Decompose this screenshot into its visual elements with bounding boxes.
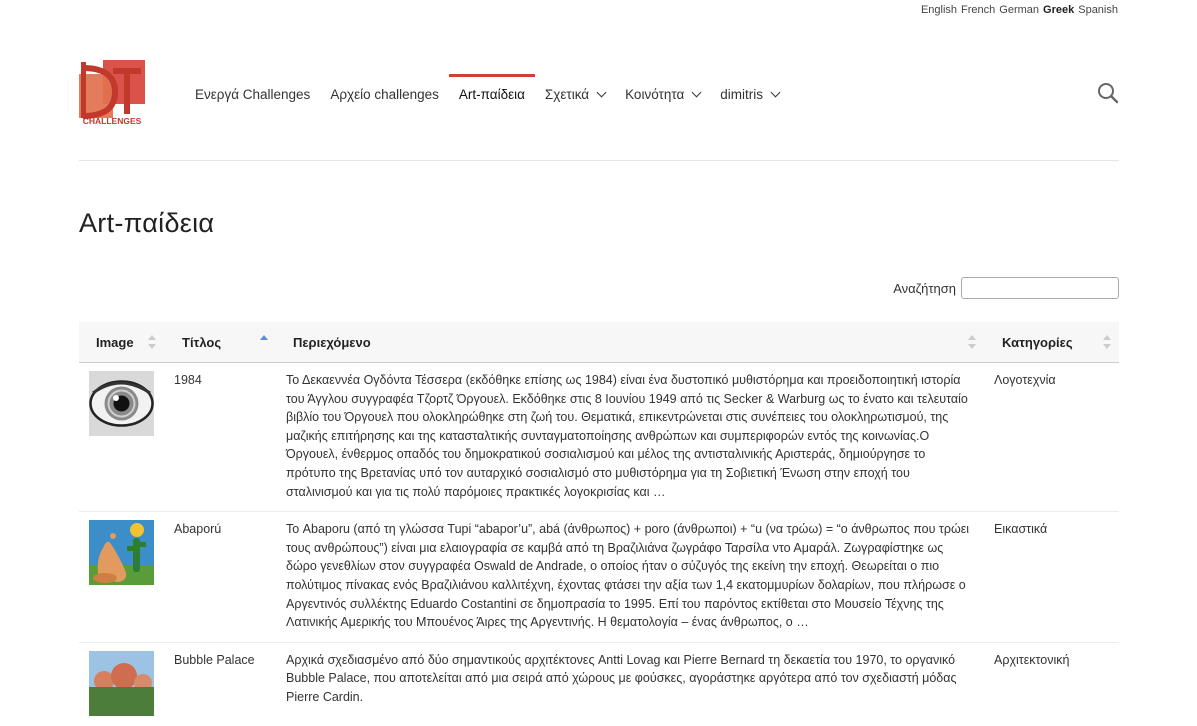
header-label: Image (96, 334, 134, 350)
site-header (79, 40, 1119, 161)
chevron-down-icon (771, 88, 781, 98)
table-search (893, 277, 1119, 299)
search-input[interactable] (961, 277, 1119, 299)
category-cell (984, 512, 1119, 643)
chevron-down-icon (692, 88, 702, 98)
header-label: Τίτλος (182, 334, 222, 350)
art-table (79, 322, 1119, 726)
main-nav (185, 74, 789, 114)
category-cell (984, 363, 1119, 512)
nav-challenges-archive[interactable] (320, 74, 449, 114)
nav-label: Art-παίδεια (458, 87, 525, 102)
nav-community[interactable] (615, 74, 710, 114)
item-content: Το Δεκαεννέα Ογδόντα Τέσσερα (εκδόθηκε επίσης ως 1984) είναι ένα δυστοπικό μυθιστόρημα και προειδοποιητική ιστορία του Άγγλου συγγραφέα Τζορτζ Όργουελ. Εκδόθηκε στις 8 Ιουνίου 1949 από τις Secker & Warburg ως το ένατο και τελευταίο βιβλίο του Όργουελ που ολοκληρώθηκε στη ζωή του. Θεματικά, επικεντρώνεται στις συνέπειες του ολοκληρωτισμού, της μαζικής επιτήρησης και της κατασταλτικής συνταγματοποίησης ανθρώπων και συμπεριφορών εντός της κοινωνίας.Ο Όργουελ, ένθερμος οπαδός του δημοκρατικού σοσιαλισμού και μέλος της αντισταλινικής Αριστεράς, δημιούργησε το πρότυπο της Βρετανίας υπό τον αυταρχικό σοσιαλισμό στο μυθιστόρημα για τη Σοβιετική Ένωση στην εποχή του σταλινισμού και για τις πολύ παρόμοιες πρακτικές λογοκρισίας και … (286, 373, 968, 499)
language-spanish[interactable]: Spanish (1078, 4, 1118, 16)
column-header-image[interactable] (79, 322, 164, 363)
item-title[interactable]: Bubble Palace (174, 652, 255, 667)
content-cell (276, 363, 984, 512)
nav-user-menu[interactable] (710, 74, 789, 114)
page-title: Art-παίδεια (79, 208, 215, 238)
language-english[interactable]: English (920, 4, 958, 16)
table-row (79, 512, 1119, 643)
item-content: Το Abaporu (από τη γλώσσα Tupi “abapor’u”, abá (άνθρωπος) + poro (άνθρωποι) + “u (να τρώω) = “ο άνθρωπος που τρώει τους ανθρώπους”) είναι μια ελαιογραφία σε καμβά από τη Βραζιλιάνα ζωγράφο Ταρσίλα ντο Αμαράλ. Ζωγραφίστηκε ως δώρο γενεθλίων στον συγγραφέα Oswald de Andrade, ο οποίος ήταν ο σύζυγός της εκείνη την εποχή. Θεωρείται ο πιο πολύτιμος πίνακας ενός Βραζιλιάνου καλλιτέχνη, έχοντας φτάσει την αξία των 1,4 εκατομμυρίων δολαρίων, που πλήρωσε ο Αργεντινός συλλέκτης Eduardo Costantini σε δημοπρασία το 1995. Επί του παρόντος εκτίθεται στο Μουσείο Τέχνης της Λατινικής Αμερικής του Μπουένος Άιρες της Αργεντινής. Η θεματολογία – ένας άνθρωπος, ο … (286, 522, 970, 630)
title-cell (164, 512, 276, 643)
thumbnail-1984-eye[interactable] (89, 371, 154, 436)
language-greek[interactable]: Greek (1043, 4, 1075, 16)
sort-icon (968, 335, 976, 349)
thumbnail-abaporu-painting[interactable] (89, 520, 154, 585)
language-german[interactable]: German (999, 4, 1040, 16)
item-title[interactable]: Abaporú (174, 522, 222, 537)
nav-label: Ενεργά Challenges (195, 87, 311, 102)
thumbnail-bubble-palace[interactable] (89, 651, 154, 716)
item-content: Αρχικά σχεδιασμένο από δύο σημαντικούς αρχιτέκτονες Antti Lovag και Pierre Bernard τη δεκαετία του 1970, το οργανικό Bubble Palace, που αποτελείται από μια σειρά από χώρους με φούσκες, αγοράστηκε αργότερα από τον σχεδιαστή μόδας Pierre Cardin. (286, 652, 957, 704)
language-french[interactable]: French (961, 4, 996, 16)
nav-about[interactable] (535, 74, 615, 114)
nav-label: Σχετικά (544, 87, 590, 102)
search-label: Αναζήτηση (893, 280, 956, 296)
logo-text: CHALLENGES (82, 116, 142, 126)
table-row (79, 363, 1119, 512)
nav-art-paideia[interactable] (449, 74, 535, 114)
category-cell (984, 642, 1119, 726)
image-cell (79, 363, 164, 512)
site-logo[interactable] (79, 60, 145, 126)
title-cell (164, 642, 276, 726)
item-category[interactable]: Λογοτεχνία (994, 373, 1056, 387)
column-header-title[interactable] (164, 322, 276, 363)
table-row (79, 642, 1119, 726)
nav-label: Αρχείο challenges (330, 87, 439, 102)
sort-icon (148, 335, 156, 349)
sort-icon (1103, 335, 1111, 349)
item-category[interactable]: Αρχιτεκτονική (994, 652, 1070, 667)
nav-active-challenges[interactable] (185, 74, 320, 114)
table-header-row (79, 322, 1119, 363)
title-cell (164, 363, 276, 512)
sort-ascending-icon (260, 335, 268, 349)
chevron-down-icon (597, 88, 607, 98)
search-icon[interactable] (1097, 82, 1119, 104)
item-title[interactable]: 1984 (174, 373, 202, 387)
image-cell (79, 512, 164, 643)
column-header-categories[interactable] (984, 322, 1119, 363)
image-cell (79, 642, 164, 726)
item-category[interactable]: Εικαστικά (994, 522, 1048, 537)
nav-label: dimitris (720, 87, 764, 102)
header-label: Κατηγορίες (1002, 334, 1073, 350)
language-switcher (917, 4, 1118, 16)
header-label: Περιεχόμενο (293, 334, 371, 350)
content-cell (276, 642, 984, 726)
column-header-content[interactable] (276, 322, 984, 363)
content-cell (276, 512, 984, 643)
nav-label: Κοινότητα (625, 87, 685, 102)
